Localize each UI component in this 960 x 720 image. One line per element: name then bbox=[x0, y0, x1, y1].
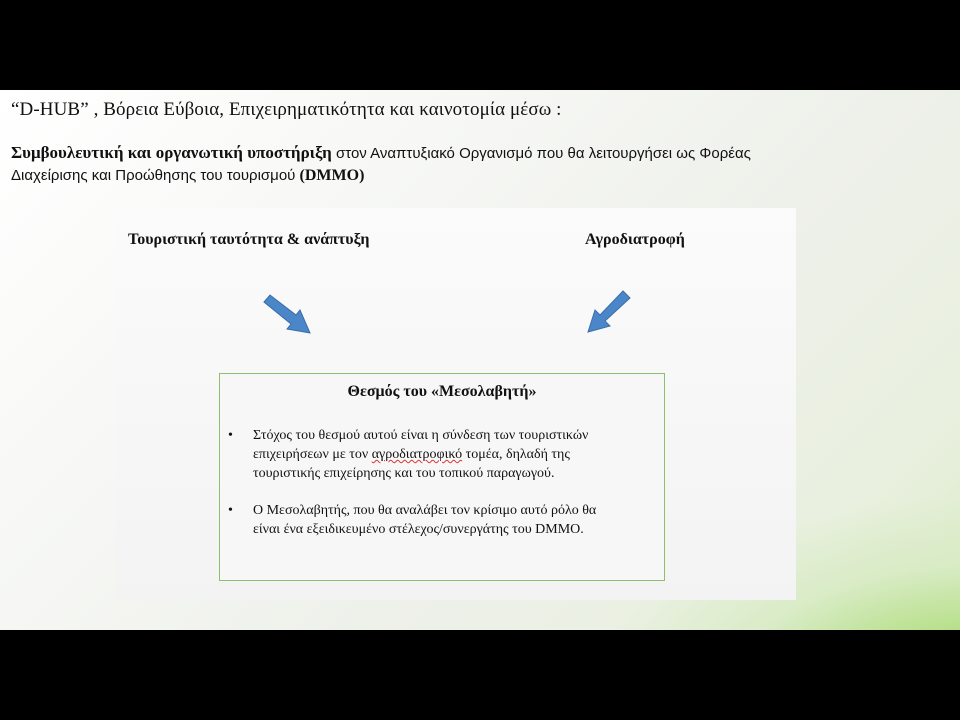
bullet-text-1 bbox=[253, 426, 653, 483]
letterbox-top bbox=[0, 0, 960, 90]
subtitle-bold-phrase: Συμβουλευτική και οργανωτική υποστήριξη bbox=[11, 143, 332, 162]
bullet2-line2: είναι ένα εξειδικευμένο στέλεχος/συνεργάτης του DMMO. bbox=[253, 522, 584, 537]
bullet-symbol: • bbox=[228, 428, 233, 443]
bullet1-line3: τουριστικής επιχείρησης και του τοπικού παραγωγού. bbox=[253, 466, 555, 481]
bullet-symbol: • bbox=[228, 503, 233, 518]
label-tourism-identity: Τουριστική ταυτότητα & ανάπτυξη bbox=[128, 231, 370, 248]
presentation-slide bbox=[0, 90, 960, 630]
bullet1-line2-post: τομέα, δηλαδή της bbox=[462, 447, 570, 462]
bullet1-line2-pre: επιχειρήσεων με τον bbox=[253, 447, 372, 462]
arrow-down-left-shape bbox=[588, 291, 630, 332]
subtitle-dmmo: (DMMO) bbox=[299, 167, 365, 184]
label-agrifood: Αγροδιατροφή bbox=[585, 231, 685, 248]
letterbox-bottom bbox=[0, 630, 960, 720]
arrow-down-right-icon bbox=[262, 293, 314, 335]
bullet1-flagged-word: αγροδιατροφικό bbox=[371, 447, 463, 462]
bullet-text-2 bbox=[253, 501, 653, 539]
bullet1-line1: Στόχος του θεσμού αυτού είναι η σύνδεση των τουριστικών bbox=[253, 428, 589, 443]
mediator-box-title: Θεσμός του «Μεσολαβητή» bbox=[347, 383, 537, 400]
bullet2-line1: Ο Μεσολαβητής, που θα αναλάβει τον κρίσιμο αυτό ρόλο θα bbox=[253, 503, 597, 518]
slide-subtitle bbox=[11, 142, 951, 187]
slide-title: “D-HUB” , Βόρεια Εύβοια, Επιχειρηματικότητα και καινοτομία μέσω : bbox=[11, 99, 562, 120]
subtitle-text-2: Διαχείρισης και Προώθησης του τουρισμού bbox=[11, 167, 300, 184]
arrow-down-right-shape bbox=[264, 295, 310, 333]
arrow-down-left-icon bbox=[586, 290, 632, 334]
mediator-box bbox=[219, 373, 665, 581]
subtitle-text-1: στον Αναπτυξιακό Οργανισμό που θα λειτουργήσει ως Φορέας bbox=[331, 145, 751, 162]
